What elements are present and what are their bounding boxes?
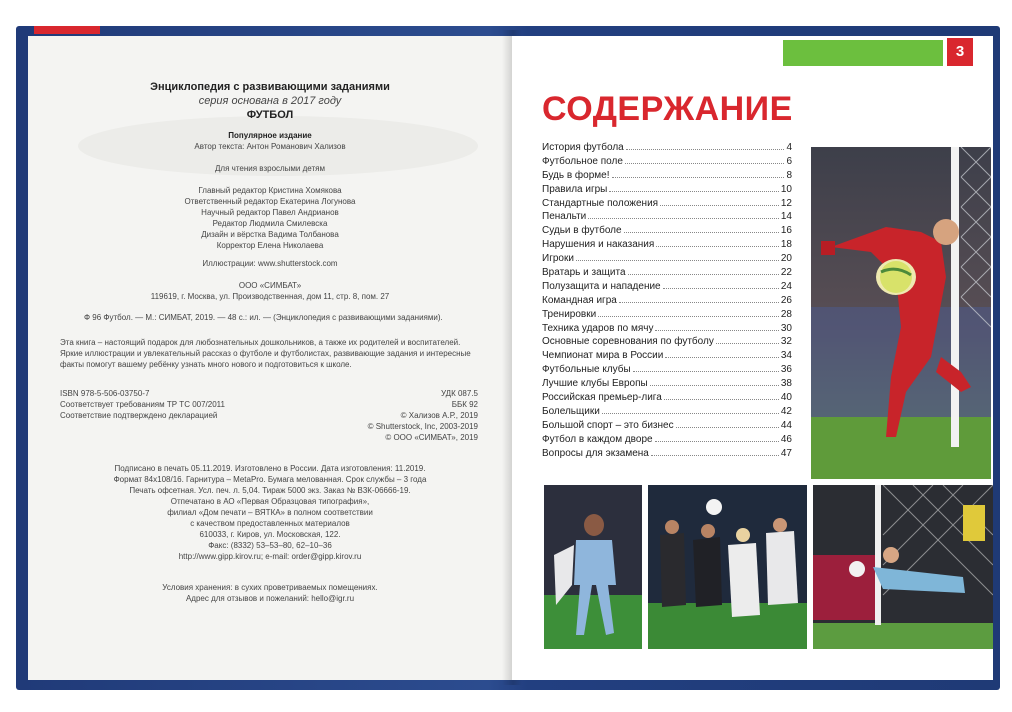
toc-entry-title: Нарушения и наказания xyxy=(542,239,655,251)
toc-entry xyxy=(542,336,792,350)
toc-entry-page: 36 xyxy=(780,364,792,376)
udk-line: © Shutterstock, Inc, 2003-2019 xyxy=(367,422,478,431)
toc-entry-page: 6 xyxy=(786,155,792,167)
toc-entry-title: Вопросы для экзамена xyxy=(542,447,649,459)
annotation-line: факты помогут вашему ребёнку узнать много нового и подготовиться к школе. xyxy=(60,360,352,369)
toc-entry-title: Судьи в футболе xyxy=(542,225,622,237)
toc-dot-leader xyxy=(716,343,779,344)
staff-line: Научный редактор Павел Андрианов xyxy=(201,208,339,217)
player-photo-1 xyxy=(544,485,642,649)
print-info xyxy=(28,463,512,562)
toc-entry-title: Командная игра xyxy=(542,294,617,306)
annotation-text xyxy=(60,337,544,370)
toc-entry-page: 22 xyxy=(780,267,792,279)
isbn-line: Соответствие подтверждено декларацией xyxy=(60,411,218,420)
table-of-contents xyxy=(542,142,792,461)
toc-entry-title: Футбольное поле xyxy=(542,155,623,167)
toc-entry-title: Основные соревнования по футболу xyxy=(542,336,714,348)
toc-dot-leader xyxy=(655,441,779,442)
toc-dot-leader xyxy=(619,302,779,303)
toc-entry-title: Стандартные положения xyxy=(542,197,659,209)
toc-entry-title: Тренировки xyxy=(542,308,597,320)
toc-dot-leader xyxy=(588,218,779,219)
print-line: филиал «Дом печати – ВЯТКА» в полном соответствии xyxy=(167,508,373,517)
toc-entry xyxy=(542,448,792,462)
toc-entry-page: 12 xyxy=(780,197,792,209)
contents-title: СОДЕРЖАНИЕ xyxy=(542,90,793,128)
toc-dot-leader xyxy=(633,371,779,372)
toc-entry-page: 44 xyxy=(780,419,792,431)
toc-entry-page: 10 xyxy=(780,183,792,195)
toc-dot-leader xyxy=(602,413,779,414)
toc-entry-title: Российская премьер-лига xyxy=(542,392,662,404)
publisher-address: 119619, г. Москва, ул. Производственная, дом 11, стр. 8, пом. 27 xyxy=(150,292,390,301)
toc-entry xyxy=(542,323,792,337)
toc-entry-title: Правила игры xyxy=(542,183,608,195)
staff-line: Ответственный редактор Екатерина Логунова xyxy=(184,197,356,206)
author-line: Автор текста: Антон Романович Хализов xyxy=(194,142,346,151)
udk-line: © Хализов А.Р., 2019 xyxy=(400,411,478,420)
toc-entry xyxy=(542,239,792,253)
toc-entry xyxy=(542,309,792,323)
toc-entry-page: 16 xyxy=(780,225,792,237)
toc-entry xyxy=(542,281,792,295)
print-line: Факс: (8332) 53–53–80, 62–10–36 xyxy=(208,541,332,550)
staff-list xyxy=(28,185,512,251)
staff-line: Главный редактор Кристина Хомякова xyxy=(198,186,342,195)
print-line: Подписано в печать 05.11.2019. Изготовлено в России. Дата изготовления: 11.2019. xyxy=(114,464,426,473)
toc-entry xyxy=(542,295,792,309)
toc-entry xyxy=(542,225,792,239)
toc-entry xyxy=(542,211,792,225)
annotation-line: Яркие иллюстрации и увлекательный рассказ о футболе и футболистах, развивающие задания и интересные xyxy=(60,349,471,358)
toc-entry-page: 42 xyxy=(780,405,792,417)
toc-entry-title: Футбол в каждом дворе xyxy=(542,433,653,445)
print-line: Отпечатано в АО «Первая Образцовая типография», xyxy=(170,497,370,506)
isbn-line: ISBN 978-5-506-03750-7 xyxy=(60,389,150,398)
toc-dot-leader xyxy=(655,330,778,331)
print-line: Формат 84х108/16. Гарнитура – MetaPro. Бумага мелованная. Срок службы – 3 года xyxy=(113,475,427,484)
toc-entry-title: Полузащита и нападение xyxy=(542,280,661,292)
series-note: серия основана в 2017 году xyxy=(198,95,342,107)
toc-entry xyxy=(542,434,792,448)
staff-line: Редактор Людмила Смилевска xyxy=(212,219,328,228)
print-line: 610033, г. Киров, ул. Московская, 122. xyxy=(199,530,341,539)
audience-line: Для чтения взрослыми детям xyxy=(215,164,325,173)
storage-conditions: Условия хранения: в сухих проветриваемых помещениях. xyxy=(162,583,378,592)
toc-entry-title: История футбола xyxy=(542,142,624,153)
illustrations-credit: Иллюстрации: www.shutterstock.com xyxy=(202,259,338,268)
toc-dot-leader xyxy=(656,246,779,247)
toc-entry-page: 30 xyxy=(780,322,792,334)
toc-dot-leader xyxy=(598,316,779,317)
toc-dot-leader xyxy=(676,427,779,428)
annotation-line: Эта книга – настоящий подарок для любознательных дошкольников, а также их родителей и воспитателей. xyxy=(60,338,461,347)
toc-entry-title: Техника ударов по мячу xyxy=(542,322,654,334)
toc-entry-page: 46 xyxy=(780,433,792,445)
isbn-block xyxy=(60,388,260,421)
series-title: Энциклопедия с развивающими заданиями xyxy=(150,81,390,93)
toc-entry xyxy=(542,364,792,378)
toc-entry-page: 14 xyxy=(780,211,792,223)
toc-dot-leader xyxy=(660,205,779,206)
toc-dot-leader xyxy=(651,455,779,456)
toc-dot-leader xyxy=(650,385,779,386)
toc-entry xyxy=(542,142,792,156)
toc-entry-page: 32 xyxy=(780,336,792,348)
toc-entry xyxy=(542,350,792,364)
match-photo-2 xyxy=(648,485,807,649)
toc-entry-page: 47 xyxy=(780,447,792,459)
goalkeeper-dive-photo xyxy=(813,485,993,649)
print-line: http://www.gipp.kirov.ru; e-mail: order@gipp.kirov.ru xyxy=(178,552,362,561)
toc-entry-title: Пенальти xyxy=(542,211,587,223)
toc-dot-leader xyxy=(665,357,779,358)
toc-dot-leader xyxy=(625,163,785,164)
toc-dot-leader xyxy=(624,232,779,233)
toc-entry-title: Лучшие клубы Европы xyxy=(542,378,648,390)
isbn-line: Соответствует требованиям ТР ТС 007/2011 xyxy=(60,400,225,409)
goalkeeper-photo xyxy=(811,147,991,479)
toc-dot-leader xyxy=(626,149,785,150)
page-number: 3 xyxy=(947,38,973,66)
print-line: с качеством предоставленных материалов xyxy=(190,519,350,528)
toc-dot-leader xyxy=(664,399,779,400)
toc-entry-title: Игроки xyxy=(542,253,574,265)
toc-entry-page: 28 xyxy=(780,308,792,320)
toc-entry-title: Болельщики xyxy=(542,405,600,417)
staff-line: Корректор Елена Николаева xyxy=(216,241,324,250)
toc-entry-page: 8 xyxy=(786,169,792,181)
toc-entry xyxy=(542,156,792,170)
toc-entry-page: 20 xyxy=(780,253,792,265)
toc-dot-leader xyxy=(612,177,785,178)
toc-entry xyxy=(542,392,792,406)
toc-entry-page: 38 xyxy=(780,378,792,390)
edition-label: Популярное издание xyxy=(228,131,312,140)
toc-entry-title: Футбольные клубы xyxy=(542,364,631,376)
toc-entry xyxy=(542,406,792,420)
toc-dot-leader xyxy=(609,191,779,192)
toc-entry xyxy=(542,198,792,212)
toc-entry-title: Большой спорт – это бизнес xyxy=(542,419,674,431)
toc-dot-leader xyxy=(663,288,779,289)
feedback-address: Адрес для отзывов и пожеланий: hello@igr.ru xyxy=(185,594,355,603)
publisher-name: ООО «СИМБАТ» xyxy=(238,281,302,290)
udk-block xyxy=(330,388,478,443)
toc-entry xyxy=(542,170,792,184)
toc-entry-page: 24 xyxy=(780,280,792,292)
print-line: Печать офсетная. Усл. печ. л. 5,04. Тираж 5000 экз. Заказ № В3К-06666-19. xyxy=(129,486,411,495)
toc-entry xyxy=(542,253,792,267)
toc-entry-title: Чемпионат мира в России xyxy=(542,350,664,362)
catalog-line: Ф 96 Футбол. — М.: СИМБАТ, 2019. — 48 с.: ил. — (Энциклопедия с развивающими заданиями). xyxy=(84,313,443,322)
toc-entry xyxy=(542,267,792,281)
toc-entry xyxy=(542,378,792,392)
toc-entry-page: 40 xyxy=(780,392,792,404)
staff-line: Дизайн и вёрстка Вадима Толбанова xyxy=(201,230,339,239)
toc-entry-page: 34 xyxy=(780,350,792,362)
udk-line: © ООО «СИМБАТ», 2019 xyxy=(385,433,478,442)
toc-entry-page: 18 xyxy=(780,239,792,251)
toc-entry-title: Будь в форме! xyxy=(542,169,610,181)
toc-dot-leader xyxy=(576,260,779,261)
udk-line: ББК 92 xyxy=(451,400,478,409)
toc-entry-page: 4 xyxy=(786,142,792,153)
toc-entry xyxy=(542,184,792,198)
cover-red-stripe xyxy=(34,26,100,34)
toc-dot-leader xyxy=(628,274,779,275)
toc-entry-title: Вратарь и защита xyxy=(542,267,626,279)
page-header-green-bar xyxy=(783,40,943,66)
udk-line: УДК 087.5 xyxy=(440,389,478,398)
book-title: ФУТБОЛ xyxy=(246,109,294,121)
toc-entry xyxy=(542,420,792,434)
toc-entry-page: 26 xyxy=(780,294,792,306)
